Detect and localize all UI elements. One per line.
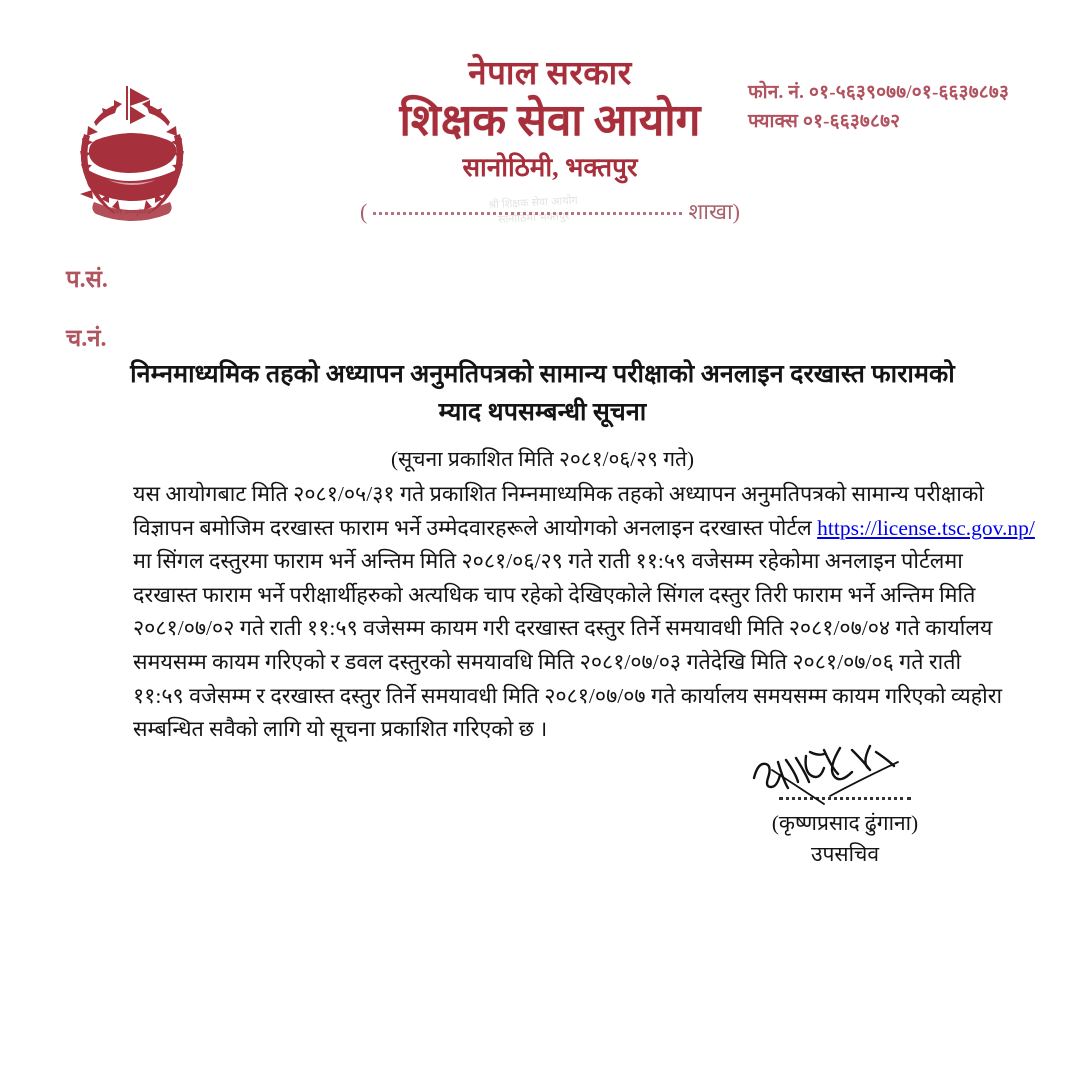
body-line-text: विज्ञापन बमोजिम दरखास्त फाराम भर्ने उम्मेदवारहरूले आयोगको अनलाइन दरखास्त पोर्टल: [133, 515, 818, 540]
government-name: नेपाल सरकार: [468, 56, 632, 92]
body-line: मा सिंगल दस्तुरमा फाराम भर्ने अन्तिम मिति २०८१/०६/२९ गते राती ११:५९ वजेसम्म रहेकोमा अनलाइन पोर्टलमा: [133, 549, 963, 574]
svg-text:जननी जन्मभूमिश्च: जननी जन्मभूमिश्च: [110, 210, 151, 216]
office-stamp-watermark: श्री शिक्षक सेवा आयोग सानोठिमी भक्तपुर: [487, 194, 579, 226]
letterhead-header: [300, 56, 800, 185]
body-line: [133, 512, 1035, 546]
branch-open-paren: (: [360, 199, 368, 224]
signatory-name: (कृष्णप्रसाद ढुंगाना): [771, 811, 919, 835]
nepal-government-emblem-icon: [58, 78, 206, 223]
handwritten-signature: [720, 748, 970, 794]
notice-title-line-2: म्याद थपसम्बन्धी सूचना: [438, 398, 647, 426]
body-line: यस आयोगबाट मिति २०८१/०५/३१ गते प्रकाशित निम्नमाध्यमिक तहको अध्यापन अनुमतिपत्रको सामान्य परीक्षाको: [133, 482, 984, 506]
branch-label: शाखा): [688, 199, 740, 224]
body-line: सम्बन्धित सवैको लागि यो सूचना प्रकाशित गरिएको छ ।: [133, 717, 548, 742]
contact-details: [748, 78, 1009, 137]
fax-number: फ्याक्स ०१-६६३७८७२: [748, 111, 901, 133]
notice-title-block: [130, 356, 955, 474]
portal-url-link[interactable]: https://license.tsc.gov.np/: [817, 515, 1035, 540]
notice-body: [133, 478, 1035, 747]
signatory-designation: उपसचिव: [810, 842, 880, 867]
body-line: समयसम्म कायम गरिएको र डवल दस्तुरको समयावधि मिति २०८१/०७/०३ गतेदेखि मिति २०८१/०७/०६ गते राती: [133, 649, 962, 674]
organization-name: शिक्षक सेवा आयोग: [399, 95, 701, 145]
branch-fill-line: [360, 196, 740, 226]
reference-numbers: [66, 262, 108, 354]
body-line: दरखास्त फाराम भर्ने परीक्षार्थीहरुको अत्यधिक चाप रहेको देखिएकोले सिंगल दस्तुर तिरी फाराम भर्ने अन्तिम मिति: [133, 582, 976, 607]
office-address: सानोठिमी, भक्तपुर: [462, 152, 638, 182]
phone-number: फोन. नं. ०१-५६३९०७७/०१-६६३७८७३: [748, 82, 1010, 103]
notice-title-line-1: निम्नमाध्यमिक तहको अध्यापन अनुमतिपत्रको सामान्य परीक्षाको अनलाइन दरखास्त फारामको: [130, 361, 955, 388]
file-number-label: प.सं.: [66, 267, 108, 293]
notice-published-date: (सूचना प्रकाशित मिति २०८१/०६/२९ गते): [390, 447, 695, 471]
branch-dotted-blank[interactable]: [373, 202, 682, 215]
dispatch-number-label: च.नं.: [66, 326, 107, 352]
body-line: २०८१/०७/०२ गते राती ११:५९ वजेसम्म कायम गरी दरखास्त दस्तुर तिर्ने समयावधी मिति २०८१/०७/०४ गते कार्यालय: [133, 616, 993, 641]
body-line: ११:५९ वजेसम्म र दरखास्त दस्तुर तिर्ने समयावधी मिति २०८१/०७/०७ गते कार्यालय समयसम्म कायम गरिएको व्यहोरा: [133, 683, 1003, 708]
signature-block: [720, 748, 970, 869]
